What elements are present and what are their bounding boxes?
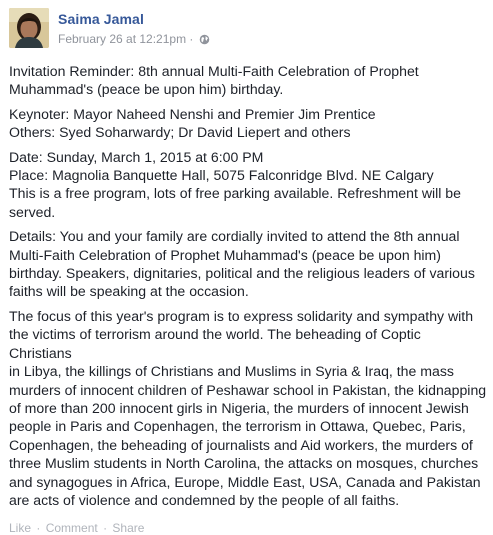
- post-line: Date: Sunday, March 1, 2015 at 6:00 PM: [9, 148, 264, 165]
- avatar-image: [9, 8, 49, 48]
- post-line: murders of innocent children of Peshawar school in Pakistan, the kidnapping: [9, 381, 487, 398]
- post-line: Place: Magnolia Banquette Hall, 5075 Falconridge Blvd. NE Calgary: [9, 167, 434, 184]
- post-body: [9, 62, 487, 515]
- post-paragraph: [9, 62, 487, 99]
- post-line: in Libya, the killings of Christians and Muslims in Syria & Iraq, the mass: [9, 363, 454, 380]
- action-separator: ·: [103, 521, 108, 535]
- post-paragraph: [9, 307, 487, 509]
- action-separator: ·: [36, 521, 41, 535]
- post-header: [9, 8, 479, 52]
- post-line: three Muslim students in North Carolina, the attacks on mosques, churches: [9, 455, 479, 472]
- like-button[interactable]: Like: [9, 521, 32, 535]
- post-line: the victims of terrorism around the world. The beheading of Coptic Christians: [9, 326, 421, 361]
- globe-icon[interactable]: [199, 34, 210, 48]
- post-actions: [9, 521, 146, 535]
- post-line: and synagogues in Africa, Europe, Middle East, USA, Canada and Pakistan: [9, 473, 481, 490]
- post-line: faiths will be speaking at the occasion.: [9, 283, 249, 300]
- post-paragraph: [9, 148, 487, 222]
- post-paragraph: [9, 227, 487, 301]
- comment-button[interactable]: Comment: [45, 521, 98, 535]
- post-line: of more than 200 innocent girls in Nigeria, the murders of innocent Jewish: [9, 399, 469, 416]
- post-line: Invitation Reminder: 8th annual Multi-Faith Celebration of Prophet: [9, 63, 419, 79]
- post-line: Muhammad's (peace be upon him) birthday.: [9, 81, 284, 98]
- post-line: served.: [9, 203, 56, 220]
- post-line: Others: Syed Soharwardy; Dr David Liepert and others: [9, 124, 351, 141]
- post-line: people in Paris and Copenhagen, the terrorism in Ottawa, Quebec, Paris,: [9, 418, 466, 435]
- post-line: Details: You and your family are cordially invited to attend the 8th annual: [9, 228, 460, 245]
- post-line: are acts of violence and condemned by the people of all faiths.: [9, 491, 400, 508]
- post-line: Multi-Faith Celebration of Prophet Muhammad's (peace be upon him): [9, 246, 441, 263]
- post-paragraph: [9, 105, 487, 142]
- author-name[interactable]: Saima Jamal: [58, 11, 144, 27]
- meta-separator: ·: [189, 32, 194, 46]
- post-line: Keynoter: Mayor Naheed Nenshi and Premier Jim Prentice: [9, 105, 376, 122]
- post-meta: [58, 32, 210, 48]
- post-line: birthday. Speakers, dignitaries, political and the religious leaders of various: [9, 265, 475, 282]
- post-timestamp[interactable]: February 26 at 12:21pm: [58, 32, 187, 46]
- avatar[interactable]: [9, 8, 49, 48]
- post-line: The focus of this year's program is to express solidarity and sympathy with: [9, 307, 474, 324]
- post-line: Copenhagen, the beheading of journalists and Aid workers, the murders of: [9, 436, 473, 453]
- share-button[interactable]: Share: [112, 521, 145, 535]
- post-line: This is a free program, lots of free parking available. Refreshment will be: [9, 185, 461, 202]
